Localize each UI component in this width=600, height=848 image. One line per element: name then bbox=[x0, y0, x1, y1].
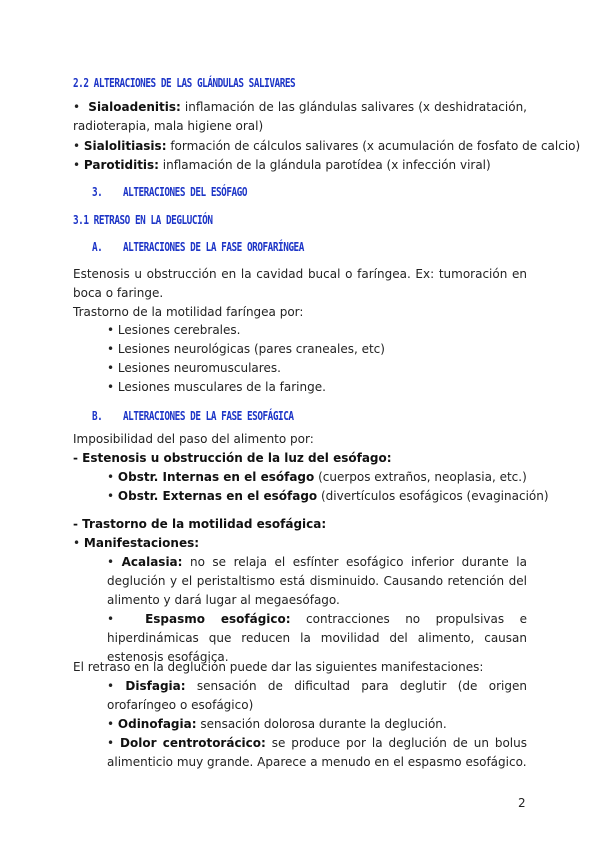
acalasia-item: • Acalasia: no se relaja el esfínter esofágico inferior durante la deglución y el peristaltismo está disminuido. Causando retención del alimento y dará lugar al megaesófago. bbox=[107, 555, 527, 607]
odinofagia-item: • Odinofagia: sensación dolorosa durante la deglución. bbox=[107, 717, 447, 731]
section-2-2-title: 2.2 ALTERACIONES DE LAS GLÁNDULAS SALIVARES bbox=[73, 76, 296, 90]
retraso-intro-text: El retraso en la deglución puede dar las siguientes manifestaciones: bbox=[73, 660, 484, 674]
list-item: • Lesiones cerebrales. bbox=[107, 323, 241, 337]
section-3-1-title: 3.1 RETRASO EN LA DEGLUCIÓN bbox=[73, 213, 213, 227]
stenosis-esofago-heading: - Estenosis u obstrucción de la luz del esófago: bbox=[73, 451, 392, 465]
list-item: • Lesiones neurológicas (pares craneales, etc) bbox=[107, 342, 385, 356]
stenosis-orofaringea-paragraph: Estenosis u obstrucción en la cavidad bucal o faríngea. Ex: tumoración en boca o faringe. bbox=[73, 267, 527, 300]
parotiditis-item: • Parotiditis: inflamación de la glándula parotídea (x infección viral) bbox=[73, 158, 491, 172]
list-item: • Lesiones musculares de la faringe. bbox=[107, 380, 326, 394]
obstr-externas-item: • Obstr. Externas en el esófago (divertículos esofágicos (evaginación) bbox=[107, 489, 549, 503]
subsection-a-title: A. ALTERACIONES DE LA FASE OROFARÍNGEA bbox=[92, 240, 304, 254]
sialoadenitis-item: • Sialoadenitis: inflamación de las glándulas salivares (x deshidratación, radioterapia, mala higiene oral) bbox=[73, 100, 527, 133]
section-3-title: 3. ALTERACIONES DEL ESÓFAGO bbox=[92, 185, 248, 199]
dolor-centrotoracico-item: • Dolor centrotorácico: se produce por la deglución de un bolus alimenticio muy grande. Aparece a menudo en el espasmo esofágico. bbox=[107, 736, 528, 769]
subsection-b-title: B. ALTERACIONES DE LA FASE ESOFÁGICA bbox=[92, 409, 294, 423]
sialolitiasis-item: • Sialolitiasis: formación de cálculos salivares (x acumulación de fosfato de calcio) bbox=[73, 139, 581, 153]
disfagia-item: • Disfagia: sensación de dificultad para deglutir (de origen orofaríngeo o esofágico) bbox=[107, 679, 527, 712]
obstr-internas-item: • Obstr. Internas en el esófago (cuerpos extraños, neoplasia, etc.) bbox=[107, 470, 527, 484]
list-item: • Lesiones neuromusculares. bbox=[107, 361, 281, 375]
page-number: 2 bbox=[518, 796, 526, 810]
imposibilidad-text: Imposibilidad del paso del alimento por: bbox=[73, 432, 314, 446]
espasmo-item: • Espasmo esofágico: contracciones no propulsivas e hiperdinámicas que reducen la movilidad del alimento, causan estenosis esofágica. bbox=[107, 612, 527, 664]
motilidad-faringea-text: Trastorno de la motilidad faríngea por: bbox=[73, 305, 304, 319]
motilidad-esofagica-heading: - Trastorno de la motilidad esofágica: bbox=[73, 517, 327, 531]
manifestaciones-heading: • Manifestaciones: bbox=[73, 536, 200, 550]
